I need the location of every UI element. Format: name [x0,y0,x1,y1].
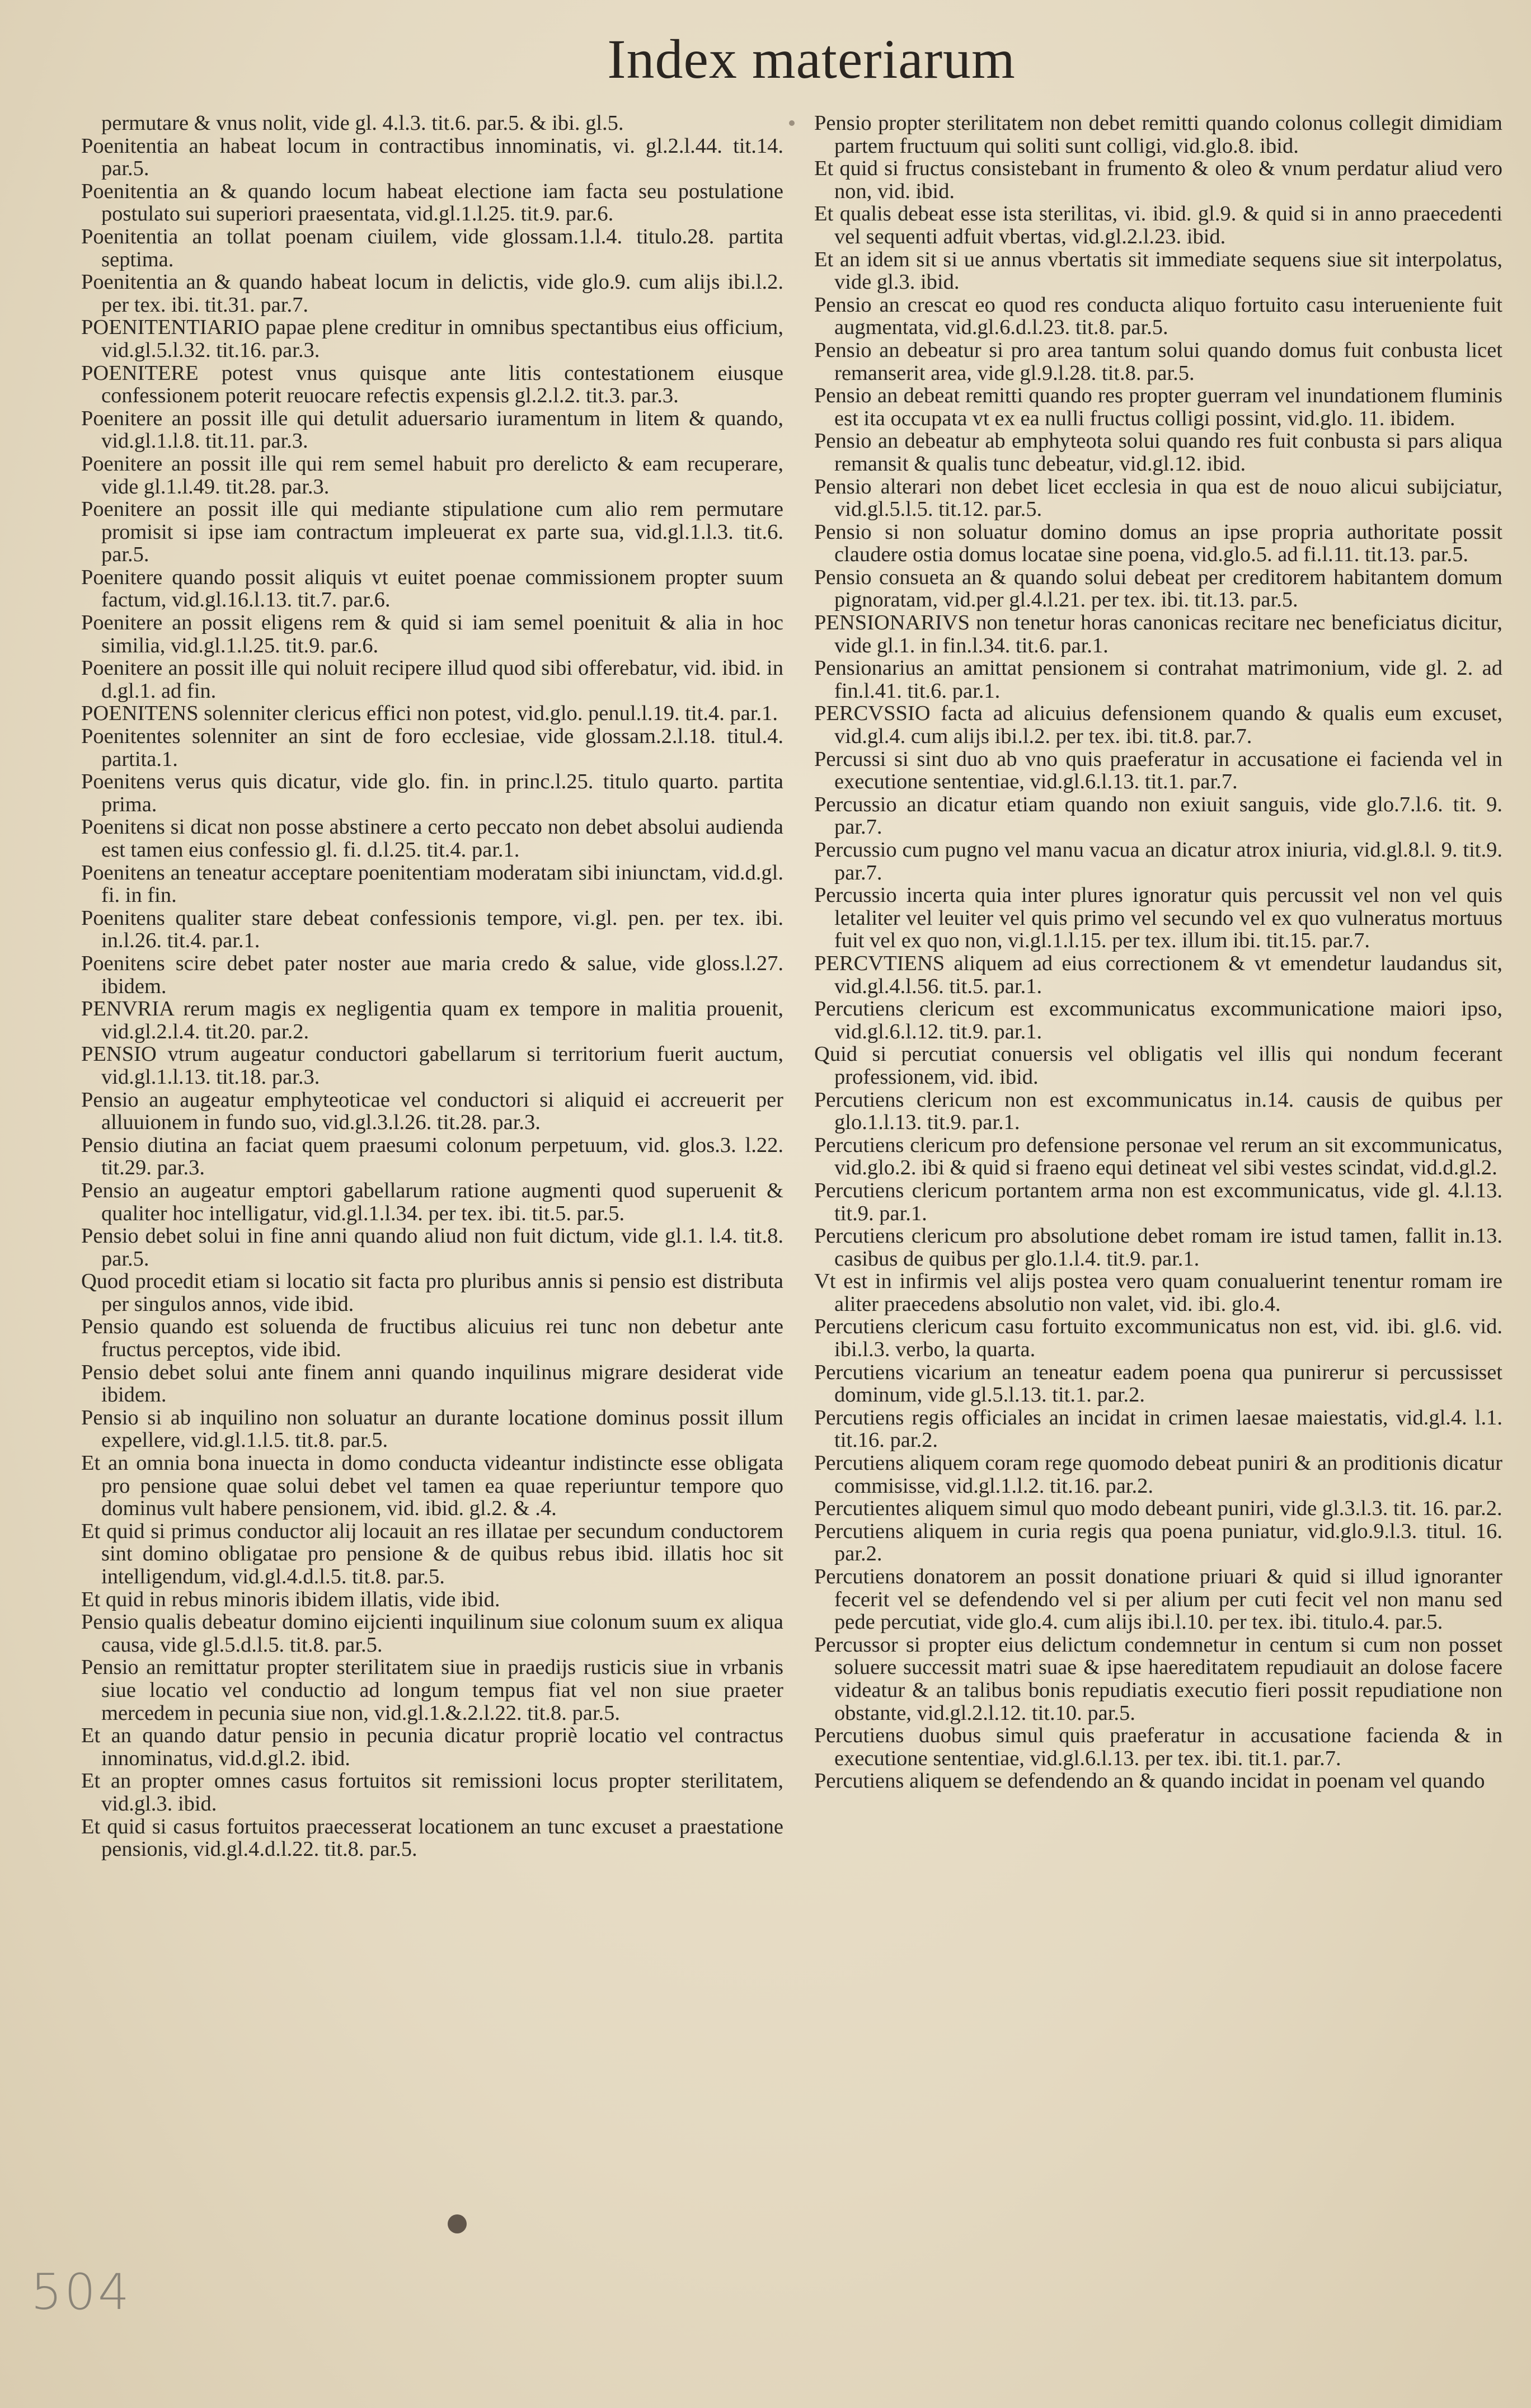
index-entry: Percutiens aliquem in curia regis qua poena puniatur, vid.glo.9.l.3. titul. 16. par.2. [814,1519,1502,1566]
index-entry: Percutiens clericum casu fortuito excommunicatus non est, vid. ibi. gl.6. vid. ibi.l.3. verbo, la quarta. [814,1315,1502,1362]
index-entry: Percutiens duobus simul quis praeferatur in accusatione facienda & in executione sententiae, vid.gl.6.l.13. per tex. ibi. tit.1. par.7. [814,1724,1502,1770]
index-entry: Poenitens verus quis dicatur, vide glo. fin. in princ.l.25. titulo quarto. partita prima. [81,770,783,816]
index-entry: Poenitere an possit ille qui detulit aduersario iuramentum in litem & quando, vid.gl.1.l.8. tit.11. par.3. [81,406,783,453]
index-entry: Pensio propter sterilitatem non debet remitti quando colonus collegit dimidiam partem fructuum qui soliti sunt colligi, vid.glo.8. ibid. [814,111,1502,158]
index-entry: PENSIONARIVS non tenetur horas canonicas recitare nec beneficiatus dicitur, vide gl.1. in fin.l.34. tit.6. par.1. [814,611,1502,657]
ink-blot [448,2214,467,2233]
index-entry: PENVRIA rerum magis ex negligentia quam ex tempore in malitia prouenit, vid.gl.2.l.4. tit.20. par.2. [81,997,783,1043]
index-entry: Pensio si non soluatur domino domus an ipse propria authoritate possit claudere ostia domus locatae sine poena, vid.glo.5. ad fi.l.11. tit.13. par.5. [814,520,1502,567]
index-entry: Poenitentia an & quando habeat locum in delictis, vide glo.9. cum alijs ibi.l.2. per tex. ibi. tit.31. par.7. [81,270,783,317]
index-entry: Pensio consueta an & quando solui debeat per creditorem habitantem domum pignoratam, vid.per gl.4.l.21. per tex. ibi. tit.13. par.5. [814,565,1502,612]
index-entry: Pensio debet solui in fine anni quando aliud non fuit dictum, vide gl.1. l.4. tit.8. par.5. [81,1224,783,1271]
index-entry: Percussio incerta quia inter plures ignoratur quis percussit vel non vel quis letaliter vel leuiter vel quis primo vel secundo vel ex quo vulneratus mortuus fuit vel ex quo non, vi.gl.1.l.15. per tex. illum ibi. tit.15. par.7. [814,883,1502,953]
index-entry: Et an idem sit si ue annus vbertatis sit immediate sequens siue sit interpolatus, vide gl.3. ibid. [814,247,1502,294]
index-entry: PERCVTIENS aliquem ad eius correctionem & vt emendetur laudandus sit, vid.gl.4.l.56. tit.5. par.1. [814,951,1502,998]
index-entry: Poenitentia an & quando locum habeat electione iam facta seu postulatione postulato sui superiori praesentata, vid.gl.1.l.25. tit.9. par.6. [81,179,783,226]
index-entry: Quid si percutiat conuersis vel obligatis vel illis qui nondum fecerant professionem, vid. ibid. [814,1042,1502,1089]
index-entry: Percussi si sint duo ab vno quis praeferatur in accusatione ei facienda vel in executione sententiae, vid.gl.6.l.13. tit.1. par.7. [814,747,1502,794]
index-entry: Percutiens aliquem coram rege quomodo debeat puniri & an proditionis dicatur commisisse, vid.gl.1.l.2. tit.16. par.2. [814,1451,1502,1498]
index-entry: Et quid si casus fortuitos praecesserat locationem an tunc excuset a praestatione pensionis, vid.gl.4.d.l.22. tit.8. par.5. [81,1814,783,1861]
index-entry: Pensio debet solui ante finem anni quando inquilinus migrare desiderat vide ibidem. [81,1360,783,1407]
index-entry: Pensio an debeatur si pro area tantum solui quando domus fuit conbusta licet remanserit area, vide gl.9.l.28. tit.8. par.5. [814,338,1502,385]
index-entry: Percutiens clericum non est excommunicatus in.14. causis de quibus per glo.1.l.13. tit.9. par.1. [814,1088,1502,1135]
index-entry: Percussio an dicatur etiam quando non exiuit sanguis, vide glo.7.l.6. tit. 9. par.7. [814,792,1502,839]
index-entry: Percutiens vicarium an teneatur eadem poena qua punirerur si percussisset dominum, vide gl.5.l.13. tit.1. par.2. [814,1360,1502,1407]
index-entry: Pensio an debeatur ab emphyteota solui quando res fuit conbusta si pars aliqua remansit & qualis tunc debeatur, vid.gl.12. ibid. [814,429,1502,476]
index-entry: PENSIO vtrum augeatur conductori gabellarum si territorium fuerit auctum, vid.gl.1.l.13. tit.18. par.3. [81,1042,783,1089]
index-entry: Poenitentia an tollat poenam ciuilem, vide glossam.1.l.4. titulo.28. partita septima. [81,224,783,271]
index-entry: Poenitens si dicat non posse abstinere a certo peccato non debet absolui audienda est tamen eius confessio gl. fi. d.l.25. tit.4. par.1. [81,815,783,862]
index-entry: Percutiens donatorem an possit donatione priuari & quid si illud ignoranter fecerit vel se defendendo vel si per alium per cuti fecit vel non manu sed pede percutiat, vide glo.4. cum alijs ibi.l.10. per tex. ibi. titulo.4. par.5. [814,1565,1502,1634]
index-entry: Et quid si fructus consistebant in frumento & oleo & vnum perdatur aliud vero non, vid. ibid. [814,157,1502,203]
index-entry: permutare & vnus nolit, vide gl. 4.l.3. tit.6. par.5. & ibi. gl.5. [101,111,624,135]
index-entry: Et qualis debeat esse ista sterilitas, vi. ibid. gl.9. & quid si in anno praecedenti vel sequenti adfuit vbertas, vid.gl.2.l.23. ibid. [814,202,1502,248]
index-entry: Vt est in infirmis vel alijs postea vero quam conualuerint tenentur romam ire aliter praecedens absolutio non valet, vid. ibi. glo.4. [814,1269,1502,1316]
ink-speck [789,120,795,126]
index-entry: Percutiens clericum portantem arma non est excommunicatus, vide gl. 4.l.13. tit.9. par.1. [814,1178,1502,1225]
index-entry: POENITENTIARIO papae plene creditur in omnibus spectantibus eius officium, vid.gl.5.l.32. tit.16. par.3. [81,316,783,362]
index-entry: Poenitens an teneatur acceptare poenitentiam moderatam sibi iniunctam, vid.d.gl. fi. in fin. [81,860,783,907]
index-entry: Pensio an augeatur emphyteoticae vel conductori si aliquid ei accreuerit per alluuionem in fundo suo, vid.gl.3.l.26. tit.28. par.3. [81,1088,783,1135]
index-entry: Percutiens clericum pro defensione personae vel rerum an sit excommunicatus, vid.glo.2. ibi & quid si fraeno equi detineat vel sibi vestes scindat, vid.d.gl.2. [814,1133,1502,1180]
index-entry: Pensio qualis debeatur domino eijcienti inquilinum siue colonum suum ex aliqua causa, vide gl.5.d.l.5. tit.8. par.5. [81,1610,783,1657]
index-entry: Pensio quando est soluenda de fructibus alicuius rei tunc non debetur ante fructus perceptos, vide ibid. [81,1315,783,1362]
index-entry: Percutiens clericum est excommunicatus excommunicatione maiori ipso, vid.gl.6.l.12. tit.9. par.1. [814,997,1502,1043]
index-entry: Pensio an debeat remitti quando res propter guerram vel inundationem fluminis est ita occupata vt ex ea nulli fructus colligi possint, vid.glo. 11. ibidem. [814,384,1502,430]
page-header-title: Index materiarum [607,28,1016,90]
folio-number: 504 [31,2263,132,2321]
index-entry: Et an quando datur pensio in pecunia dicatur propriè locatio vel contractus innominatus, vid.d.gl.2. ibid. [81,1724,783,1770]
index-entry: Pensionarius an amittat pensionem si contrahat matrimonium, vide gl. 2. ad fin.l.41. tit.6. par.1. [814,656,1502,703]
index-entry: PERCVSSIO facta ad alicuius defensionem quando & qualis eum excuset, vid.gl.4. cum alijs ibi.l.2. per tex. ibi. tit.8. par.7. [814,702,1502,749]
index-entry: Pensio alterari non debet licet ecclesia in qua est de nouo alicui subijciatur, vid.gl.5.l.5. tit.12. par.5. [814,474,1502,521]
index-entry: Et an omnia bona inuecta in domo conducta videantur indistincte esse obligata pro pensione quae solui debet vel tamen ea quae reperiuntur tempore quo dominus vult habere pensionem, vid. ibid. gl.2. & .4. [81,1451,783,1521]
index-entry: Poenitens qualiter stare debeat confessionis tempore, vi.gl. pen. per tex. ibi. in.l.26. tit.4. par.1. [81,906,783,953]
index-entry: POENITENS solenniter clericus effici non potest, vid.glo. penul.l.19. tit.4. par.1. [81,702,778,726]
index-entry: POENITERE potest vnus quisque ante litis contestationem eiusque confessionem poterit reuocare refectis expensis gl.2.l.2. tit.3. par.3. [81,361,783,408]
index-entry: Et quid si primus conductor alij locauit an res illatae per secundum conductorem sint domino obligatae pro pensione & de quibus rebus ibid. illatis hoc sit intelligendum, vid.gl.4.d.l.5. tit.8. par.5. [81,1519,783,1588]
index-entry: Poenitentes solenniter an sint de foro ecclesiae, vide glossam.2.l.18. titul.4. partita.1. [81,725,783,771]
index-column-right [814,112,1502,1793]
index-entry: Pensio an remittatur propter sterilitatem siue in praedijs rusticis siue in vrbanis siue locatio vel conductio ad longum tempus fiat vel non siue praeter mercedem in pecunia siue non, vid.gl.1.&.2.l.22. tit.8. par.5. [81,1656,783,1725]
index-entry: Poenitere an possit ille qui noluit recipere illud quod sibi offerebatur, vid. ibid. in d.gl.1. ad fin. [81,656,783,703]
index-entry: Percussio cum pugno vel manu vacua an dicatur atrox iniuria, vid.gl.8.l. 9. tit.9. par.7. [814,838,1502,885]
index-entry: Percutiens regis officiales an incidat in crimen laesae maiestatis, vid.gl.4. l.1. tit.16. par.2. [814,1405,1502,1452]
index-entry: Pensio an crescat eo quod res conducta aliquo fortuito casu interueniente fuit augmentata, vid.gl.6.d.l.23. tit.8. par.5. [814,293,1502,340]
index-entry: Percussor si propter eius delictum condemnetur in centum si cum non posset soluere successit matri suae & ipse haereditatem repudiauit an dolose facere videatur & an talibus bonis repudiatis executio fieri possit repudiatione non obstante, vid.gl.2.l.12. tit.10. par.5. [814,1633,1502,1725]
index-entry: Et quid in rebus minoris ibidem illatis, vide ibid. [81,1587,500,1611]
index-entry: Pensio si ab inquilino non soluatur an durante locatione dominus possit illum expellere, vid.gl.1.l.5. tit.8. par.5. [81,1405,783,1452]
index-entry: Percutientes aliquem simul quo modo debeant puniri, vide gl.3.l.3. tit. 16. par.2. [814,1497,1502,1521]
index-entry: Poenitere an possit ille qui mediante stipulatione cum alio rem permutare promisit si ipse iam contractum impleuerat ex parte sua, vid.gl.1.l.3. tit.6. par.5. [81,497,783,567]
index-entry: Percutiens clericum pro absolutione debet romam ire istud tamen, fallit in.13. casibus de quibus per glo.1.l.4. tit.9. par.1. [814,1224,1502,1271]
index-entry: Quod procedit etiam si locatio sit facta pro pluribus annis si pensio est distributa per singulos annos, vide ibid. [81,1269,783,1316]
index-entry: Poenitens scire debet pater noster aue maria credo & salue, vide gloss.l.27. ibidem. [81,951,783,998]
index-entry: Poenitere quando possit aliquis vt euitet poenae commissionem propter suum factum, vid.gl.16.l.13. tit.7. par.6. [81,565,783,612]
index-entry: Poenitere an possit ille qui rem semel habuit pro derelicto & eam recuperare, vide gl.1.l.49. tit.28. par.3. [81,452,783,498]
index-entry: Pensio diutina an faciat quem praesumi colonum perpetuum, vid. glos.3. l.22. tit.29. par.3. [81,1133,783,1180]
index-column-left [81,112,783,1861]
index-entry: Pensio an augeatur emptori gabellarum ratione augmenti quod superuenit & qualiter hoc intelligatur, vid.gl.1.l.34. per tex. ibi. tit.5. par.5. [81,1178,783,1225]
index-entry: Poenitentia an habeat locum in contractibus innominatis, vi. gl.2.l.44. tit.14. par.5. [81,134,783,181]
index-entry: Et an propter omnes casus fortuitos sit remissioni locus propter sterilitatem, vid.gl.3. ibid. [81,1769,783,1816]
index-entry: Poenitere an possit eligens rem & quid si iam semel poenituit & alia in hoc similia, vid.gl.1.l.25. tit.9. par.6. [81,611,783,657]
index-entry: Percutiens aliquem se defendendo an & quando incidat in poenam vel quando [814,1769,1485,1793]
